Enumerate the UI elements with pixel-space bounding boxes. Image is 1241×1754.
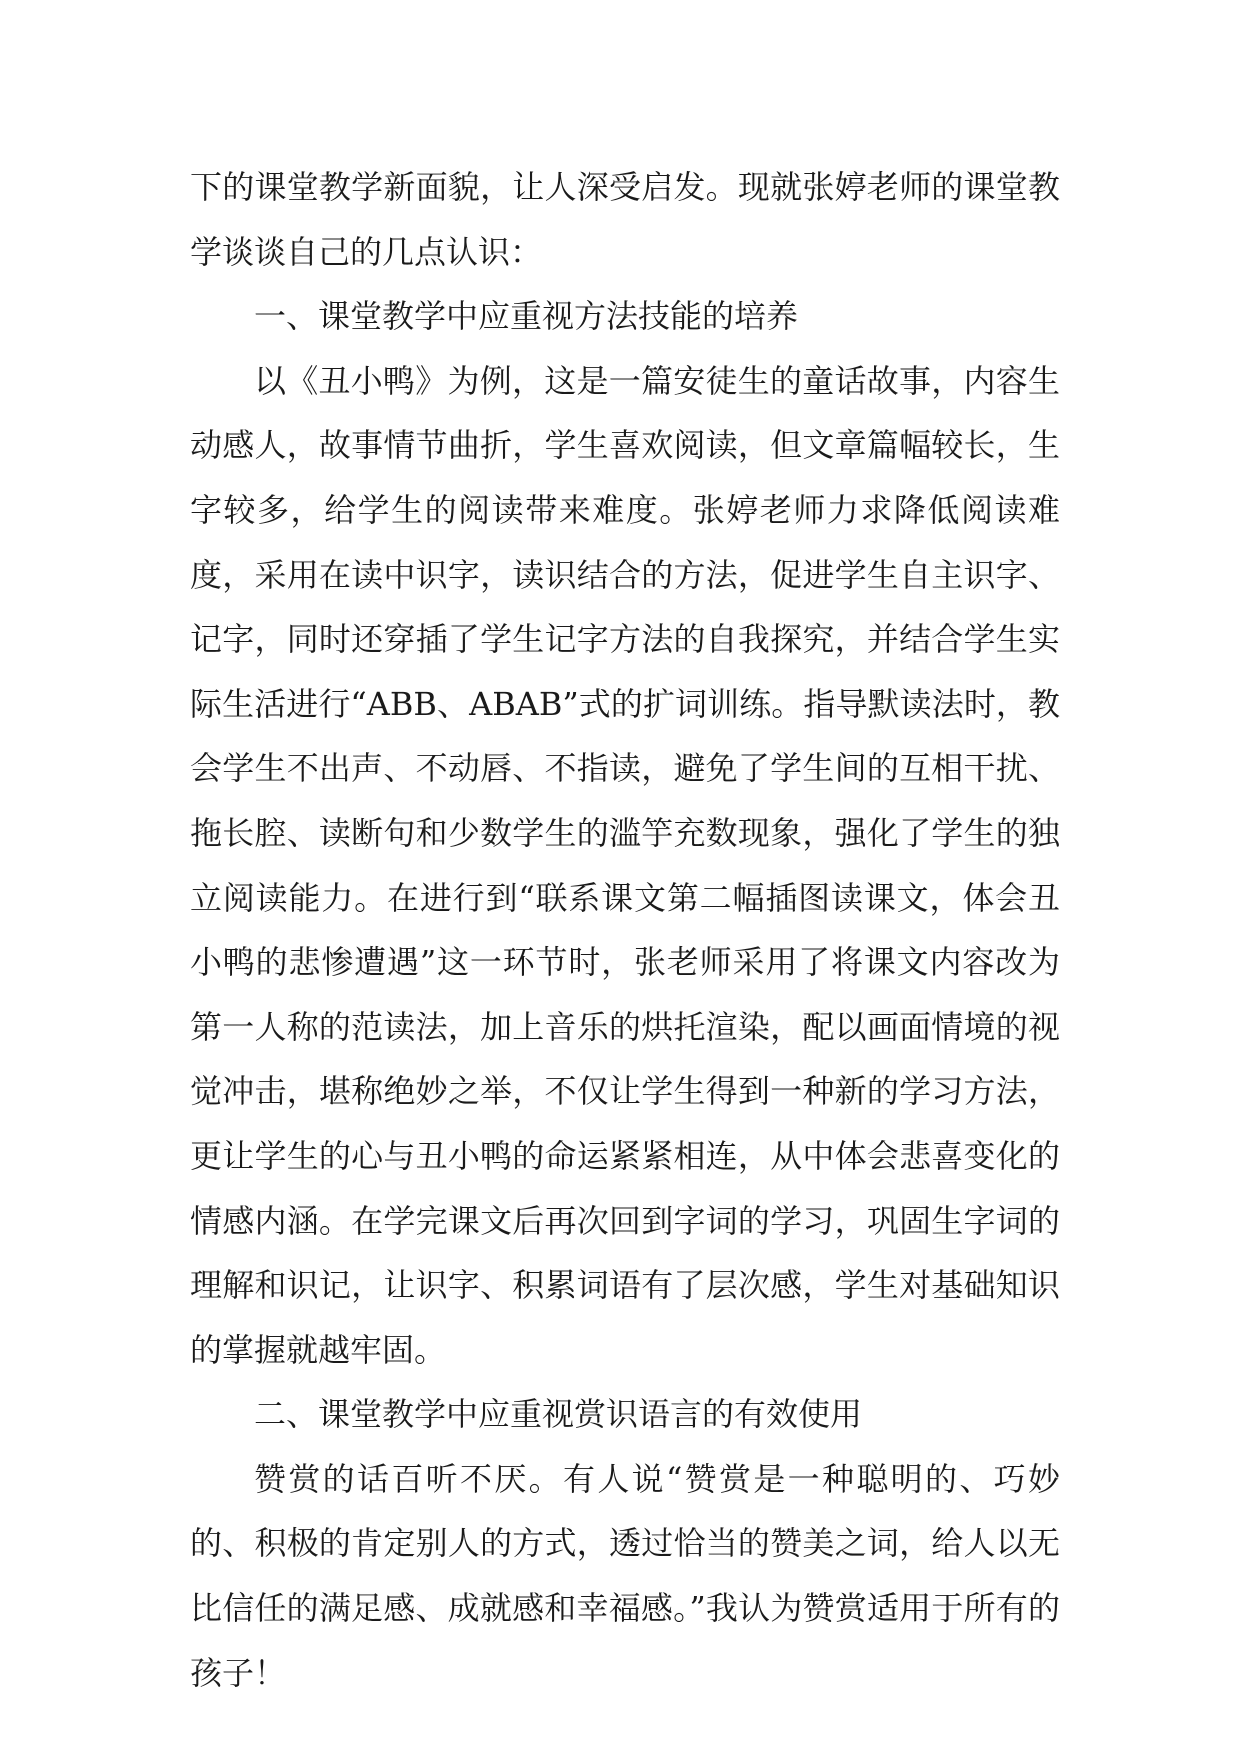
paragraph-ugly-duckling-example: 以《丑小鸭》为例，这是一篇安徒生的童话故事，内容生动感人，故事情节曲折，学生喜欢阅读，但文章篇幅较长，生字较多，给学生的阅读带来难度。张婷老师力求降低阅读难度，采用在读中识字，读识结合的方法，促进学生自主识字、记字，同时还穿插了学生记字方法的自我探究，并结合学生实际生活进行“ABB、ABAB”式的扩词训练。指导默读法时，教会学生不出声、不动唇、不指读，避免了学生间的互相干扰、拖长腔、读断句和少数学生的滥竽充数现象，强化了学生的独立阅读能力。在进行到“联系课文第二幅插图读课文，体会丑小鸭的悲惨遭遇”这一环节时，张老师采用了将课文内容改为第一人称的范读法，加上音乐的烘托渲染，配以画面情境的视觉冲击，堪称绝妙之举，不仅让学生得到一种新的学习方法，更让学生的心与丑小鸭的命运紧紧相连，从中体会悲喜变化的情感内涵。在学完课文后再次回到字词的学习，巩固生字词的理解和识记，让识字、积累词语有了层次感，学生对基础知识的掌握就越牢固。 — [190, 361, 1060, 1369]
document-body — [190, 155, 1060, 1705]
paragraph-continuation: 下的课堂教学新面貌，让人深受启发。现就张婷老师的课堂教学谈谈自己的几点认识： — [190, 168, 1060, 271]
section-heading-2: 二、课堂教学中应重视赏识语言的有效使用 — [254, 1395, 863, 1434]
section-heading-1: 一、课堂教学中应重视方法技能的培养 — [254, 297, 799, 336]
paragraph-praise: 赞赏的话百听不厌。有人说“赞赏是一种聪明的、巧妙的、积极的肯定别人的方式，透过恰当的赞美之词，给人以无比信任的满足感、成就感和幸福感。”我认为赞赏适用于所有的孩子！ — [190, 1459, 1060, 1692]
